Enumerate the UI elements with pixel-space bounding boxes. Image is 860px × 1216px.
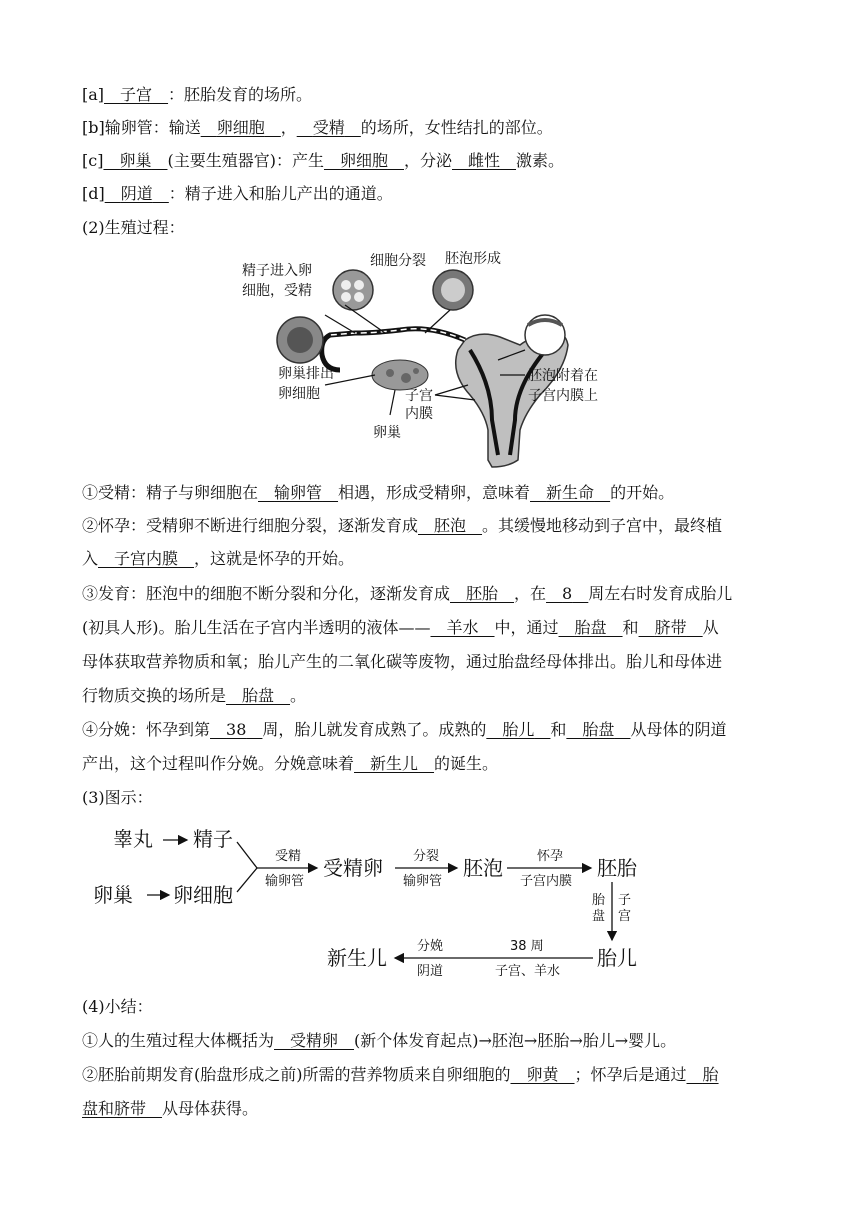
answer-embryo: 胚胎 xyxy=(466,584,499,603)
para-pregnancy-line1 xyxy=(82,516,820,536)
text: 相遇，形成受精卵，意味着 xyxy=(338,483,531,502)
blank: __ xyxy=(146,1099,163,1118)
blank: __ xyxy=(566,720,583,739)
answer-placenta-cord: 盘和脐带 xyxy=(82,1099,147,1118)
answer-placenta: 胎盘 xyxy=(574,618,607,637)
para-development-line2 xyxy=(82,618,820,638)
text: 。其缓慢地移动到子宫中，最终植 xyxy=(482,516,723,535)
para-development-line1 xyxy=(82,584,820,604)
text: ，分泌 xyxy=(403,151,452,170)
blank: __ xyxy=(478,618,495,637)
text: ：精子进入和胎儿产出的通道。 xyxy=(168,184,393,203)
label-vagina: 阴道 xyxy=(417,964,444,979)
blank: __ xyxy=(594,483,611,502)
text: 和 xyxy=(550,720,567,739)
label-ovary: 卵巢 xyxy=(373,425,401,441)
summary-line1 xyxy=(82,1031,820,1051)
para-delivery-line2 xyxy=(82,754,820,774)
summary-line3 xyxy=(82,1099,820,1119)
answer-new-life: 新生命 xyxy=(546,483,595,502)
label-uterus-1: 子 xyxy=(618,893,632,908)
text: (初具人形)。胎儿生活在子宫内半透明的液体—— xyxy=(82,618,431,637)
label-oviduct-1: 输卵管 xyxy=(265,874,305,889)
text: 中，通过 xyxy=(494,618,559,637)
blank: __ xyxy=(322,483,339,502)
node-embryo: 胚胎 xyxy=(597,856,637,880)
blank: __ xyxy=(226,686,243,705)
answer-endometrium: 子宫内膜 xyxy=(114,549,179,568)
label-uterus-2: 宫 xyxy=(618,909,632,924)
label-placenta-2: 盘 xyxy=(592,909,606,924)
label-placenta-1: 胎 xyxy=(592,893,606,908)
blank: __ xyxy=(534,720,551,739)
text: 从母体获得。 xyxy=(162,1099,259,1118)
label-blastocyst-attached: 胚泡附着在 xyxy=(528,368,598,384)
label-uterus: 子宫 xyxy=(405,388,433,404)
text: 。 xyxy=(290,686,307,705)
para-development-line4 xyxy=(82,686,820,706)
answer-placenta-part: 胎 xyxy=(702,1065,719,1084)
answer-blastocyst: 胚泡 xyxy=(434,516,467,535)
blank: __ xyxy=(450,584,467,603)
text: ；怀孕后是通过 xyxy=(574,1065,687,1084)
blank: __ xyxy=(152,85,169,104)
blank: __ xyxy=(354,754,371,773)
text: [d] xyxy=(82,184,105,203)
label-oviduct-2: 输卵管 xyxy=(403,874,443,889)
label-pregnancy: 怀孕 xyxy=(537,849,564,864)
blank: __ xyxy=(387,151,404,170)
label-38-weeks: 38 周 xyxy=(510,939,544,954)
blank: __ xyxy=(572,584,589,603)
text: 的开始。 xyxy=(610,483,675,502)
text: ②怀孕：受精卵不断进行细胞分裂，逐渐发育成 xyxy=(82,516,419,535)
blank: __ xyxy=(498,584,515,603)
blank: __ xyxy=(274,686,291,705)
blank: __ xyxy=(103,151,120,170)
answer-egg: 卵细胞 xyxy=(216,118,265,137)
blank: __ xyxy=(418,754,435,773)
blank: __ xyxy=(210,720,227,739)
organ-line-vagina xyxy=(82,184,820,204)
para-delivery-line1 xyxy=(82,720,820,740)
section-title-process: (2)生殖过程： xyxy=(82,218,185,237)
node-sperm: 精子 xyxy=(193,827,233,851)
cell-division-shape xyxy=(333,270,373,310)
node-blastocyst: 胚泡 xyxy=(463,856,503,880)
blank: __ xyxy=(258,483,275,502)
blank: __ xyxy=(200,118,217,137)
node-egg: 卵细胞 xyxy=(173,883,233,907)
reproduction-diagram xyxy=(230,245,630,475)
text: [c] xyxy=(82,151,104,170)
answer-ovary: 卵巢 xyxy=(119,151,152,170)
text: ①人的生殖过程大体概括为 xyxy=(82,1031,275,1050)
answer-female: 雌性 xyxy=(468,151,501,170)
blank: __ xyxy=(98,549,115,568)
answer-8-weeks: 8 xyxy=(562,584,573,603)
answer-vagina: 阴道 xyxy=(120,184,153,203)
text: ，在 xyxy=(514,584,547,603)
text: 行物质交换的场所是 xyxy=(82,686,227,705)
blank: __ xyxy=(466,516,483,535)
section-title-summary: (4)小结： xyxy=(82,997,153,1016)
blank: __ xyxy=(296,118,313,137)
text: (主要生殖器官)：产生 xyxy=(167,151,324,170)
label-uterus-amniotic: 子宫、羊水 xyxy=(495,964,561,979)
organ-line-uterus xyxy=(82,85,820,105)
node-ovary: 卵巢 xyxy=(93,883,133,907)
text: 周左右时发育成胎儿 xyxy=(588,584,733,603)
blank: __ xyxy=(614,720,631,739)
answer-uterus: 子宫 xyxy=(120,85,153,104)
ovary-shape xyxy=(372,360,428,390)
organ-line-oviduct xyxy=(82,118,820,138)
text: ③发育：胚泡中的细胞不断分裂和分化，逐渐发育成 xyxy=(82,584,451,603)
blank: __ xyxy=(178,549,195,568)
text: 从 xyxy=(702,618,719,637)
blank: __ xyxy=(264,118,281,137)
blank: __ xyxy=(546,584,563,603)
text: ①受精：精子与卵细胞在 xyxy=(82,483,259,502)
label-blastocyst: 胚泡形成 xyxy=(445,251,501,267)
blank: __ xyxy=(558,1065,575,1084)
blank: __ xyxy=(486,720,503,739)
para-pregnancy-line2 xyxy=(82,549,820,569)
text: ， xyxy=(280,118,297,137)
label-birth: 分娩 xyxy=(417,939,444,954)
blank: __ xyxy=(430,618,447,637)
label-fertilize: 受精 xyxy=(275,849,302,864)
answer-newborn: 新生儿 xyxy=(370,754,419,773)
text: [b]输卵管：输送 xyxy=(82,118,201,137)
answer-amniotic-fluid: 羊水 xyxy=(446,618,479,637)
blank: __ xyxy=(274,1031,291,1050)
label-cell-division: 细胞分裂 xyxy=(370,253,426,269)
answer-yolk: 卵黄 xyxy=(526,1065,559,1084)
text: 和 xyxy=(622,618,639,637)
label-fertilization: 细胞，受精 xyxy=(242,283,312,299)
para-development-line3: 母体获取营养物质和氧；胎儿产生的二氧化碳等废物，通过胎盘经母体排出。胎儿和母体进 xyxy=(82,652,723,671)
text: ：胚胎发育的场所。 xyxy=(168,85,313,104)
blank: __ xyxy=(686,1065,703,1084)
organ-line-ovary xyxy=(82,151,820,171)
text: 激素。 xyxy=(516,151,565,170)
text: 周，胎儿就发育成熟了。成熟的 xyxy=(262,720,487,739)
blank: __ xyxy=(151,151,168,170)
blank: __ xyxy=(418,516,435,535)
answer-oviduct: 输卵管 xyxy=(274,483,323,502)
label-on-lining: 子宫内膜上 xyxy=(528,388,598,404)
answer-placenta: 胎盘 xyxy=(242,686,275,705)
blank: __ xyxy=(152,184,169,203)
flowchart xyxy=(93,820,665,980)
section-title-diagram: (3)图示： xyxy=(82,788,153,807)
label-egg-cell: 卵细胞 xyxy=(278,386,320,402)
label-sperm-enters: 精子进入卵 xyxy=(242,263,312,279)
text: 产出，这个过程叫作分娩。分娩意味着 xyxy=(82,754,355,773)
answer-zygote: 受精卵 xyxy=(290,1031,339,1050)
text: ④分娩：怀孕到第 xyxy=(82,720,211,739)
answer-placenta: 胎盘 xyxy=(582,720,615,739)
label-ovary-release: 卵巢排出 xyxy=(278,366,334,382)
blank: __ xyxy=(638,618,655,637)
blank: __ xyxy=(452,151,468,170)
label-lining: 内膜 xyxy=(405,406,433,422)
text: 从母体的阴道 xyxy=(630,720,727,739)
text: 入 xyxy=(82,549,99,568)
label-endometrium: 子宫内膜 xyxy=(520,874,573,889)
blank: __ xyxy=(338,1031,355,1050)
answer-fertilization: 受精 xyxy=(312,118,345,137)
blank: __ xyxy=(344,118,361,137)
answer-egg: 卵细胞 xyxy=(339,151,388,170)
node-fetus: 胎儿 xyxy=(597,946,637,970)
blank: __ xyxy=(323,151,340,170)
blank: __ xyxy=(104,85,121,104)
blank: __ xyxy=(530,483,547,502)
text: 的场所，女性结扎的部位。 xyxy=(360,118,553,137)
answer-38-weeks: 38 xyxy=(226,720,247,739)
blank: __ xyxy=(686,618,703,637)
answer-umbilical-cord: 脐带 xyxy=(654,618,687,637)
text: [a] xyxy=(82,85,105,104)
label-divide: 分裂 xyxy=(413,849,440,864)
para-fertilization xyxy=(82,483,820,503)
text: ②胚胎前期发育(胎盘形成之前)所需的营养物质来自卵细胞的 xyxy=(82,1065,511,1084)
node-newborn: 新生儿 xyxy=(327,946,387,970)
blank: __ xyxy=(510,1065,527,1084)
text: (新个体发育起点)→胚泡→胚胎→胎儿→婴儿。 xyxy=(354,1031,677,1050)
summary-line2 xyxy=(82,1065,820,1085)
blank: __ xyxy=(246,720,263,739)
blank: __ xyxy=(500,151,517,170)
blank: __ xyxy=(558,618,575,637)
answer-fetus: 胎儿 xyxy=(502,720,535,739)
node-zygote: 受精卵 xyxy=(323,856,383,880)
text: ，这就是怀孕的开始。 xyxy=(194,549,355,568)
text: 的诞生。 xyxy=(434,754,499,773)
blank: __ xyxy=(104,184,121,203)
blank: __ xyxy=(606,618,623,637)
node-testis: 睾丸 xyxy=(113,827,153,851)
